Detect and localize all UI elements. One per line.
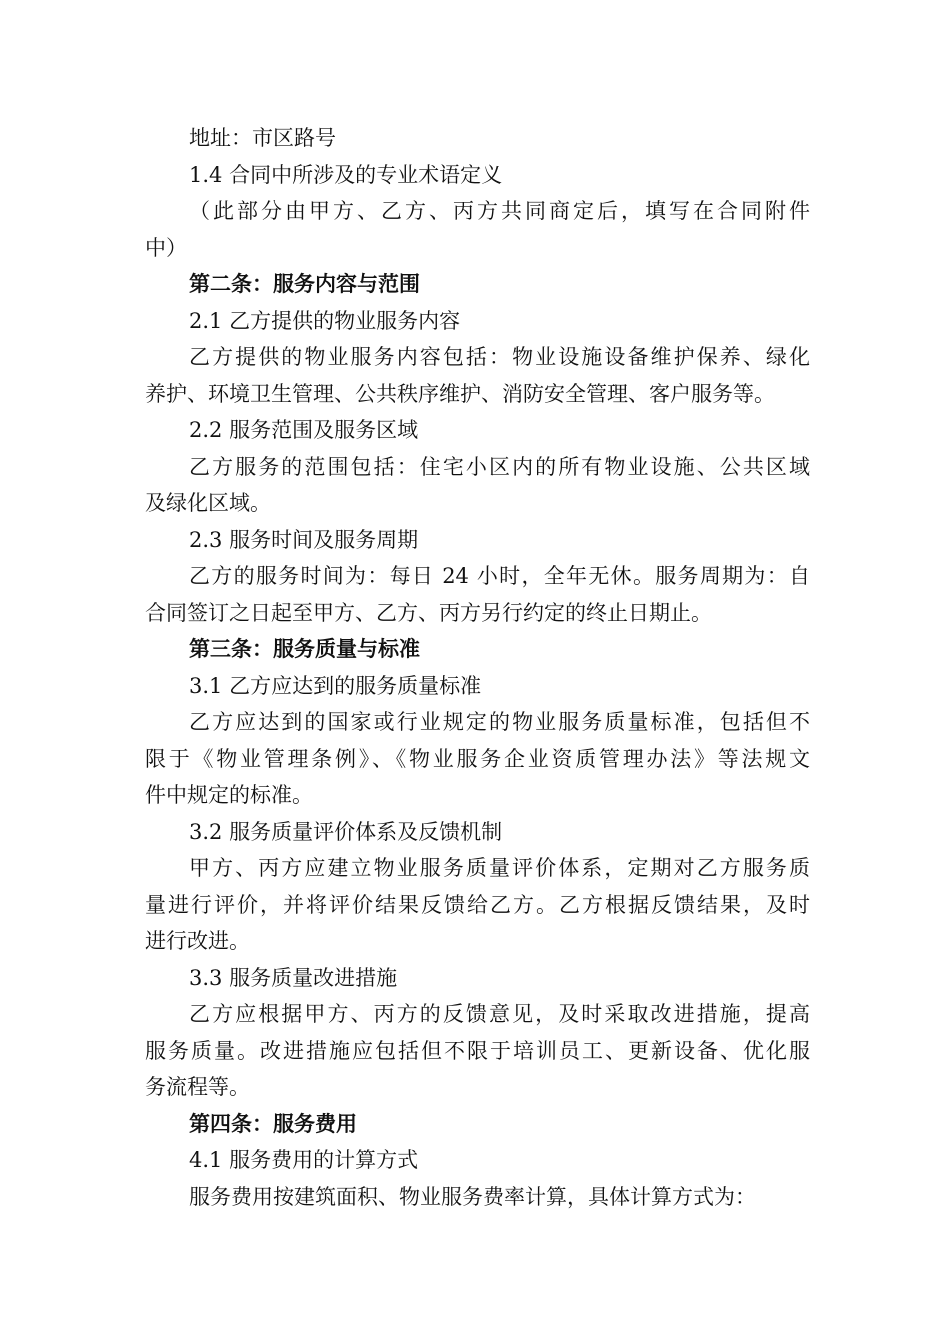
document-page — [145, 120, 810, 1215]
text-line: 服务费用按建筑面积、物业服务费率计算，具体计算方式为： — [189, 1184, 756, 1209]
text-line: 件中规定的标准。 — [145, 783, 313, 807]
text-line: 2.3 服务时间及服务周期 — [189, 527, 419, 552]
text-line: 合同签订之日起至甲方、乙方、丙方另行约定的终止日期止。 — [145, 600, 712, 625]
text-line: 量进行评价，并将评价结果反馈给乙方。乙方根据反馈结果，及时 — [145, 892, 810, 917]
text-line: 及绿化区域。 — [145, 491, 271, 515]
text-line: 乙方提供的物业服务内容包括：物业设施设备维护保养、绿化 — [189, 345, 810, 369]
text-line: 乙方的服务时间为：每日 24 小时，全年无休。服务周期为：自 — [189, 564, 810, 588]
text-line: （此部分由甲方、乙方、丙方共同商定后，填写在合同附件 — [189, 199, 810, 223]
text-line: 地址：市区路号 — [189, 126, 336, 150]
text-line: 中） — [145, 235, 187, 260]
text-line: 2.1 乙方提供的物业服务内容 — [189, 308, 461, 333]
text-line: 3.1 乙方应达到的服务质量标准 — [189, 673, 482, 698]
text-line: 2.2 服务范围及服务区域 — [189, 418, 419, 442]
text-line: 务流程等。 — [145, 1075, 250, 1099]
text-line: 3.3 服务质量改进措施 — [189, 965, 398, 990]
section-heading: 第四条：服务费用 — [189, 1110, 357, 1136]
text-line: 3.2 服务质量评价体系及反馈机制 — [189, 819, 503, 844]
text-line: 服务质量。改进措施应包括但不限于培训员工、更新设备、优化服 — [145, 1038, 810, 1063]
text-line: 乙方服务的范围包括：住宅小区内的所有物业设施、公共区域 — [189, 454, 810, 479]
section-heading: 第三条：服务质量与标准 — [189, 636, 420, 661]
text-line: 甲方、丙方应建立物业服务质量评价体系，定期对乙方服务质 — [189, 856, 810, 880]
text-line: 1.4 合同中所涉及的专业术语定义 — [189, 162, 503, 187]
section-heading: 第二条：服务内容与范围 — [189, 271, 420, 296]
text-line: 限于《物业管理条例》、《物业服务企业资质管理办法》等法规文 — [145, 746, 810, 771]
text-line: 进行改进。 — [145, 929, 250, 953]
text-line: 养护、环境卫生管理、公共秩序维护、消防安全管理、客户服务等。 — [145, 381, 775, 406]
text-line: 乙方应根据甲方、丙方的反馈意见，及时采取改进措施，提高 — [189, 1002, 810, 1026]
text-line: 4.1 服务费用的计算方式 — [189, 1148, 419, 1172]
text-line: 乙方应达到的国家或行业规定的物业服务质量标准，包括但不 — [189, 710, 810, 734]
